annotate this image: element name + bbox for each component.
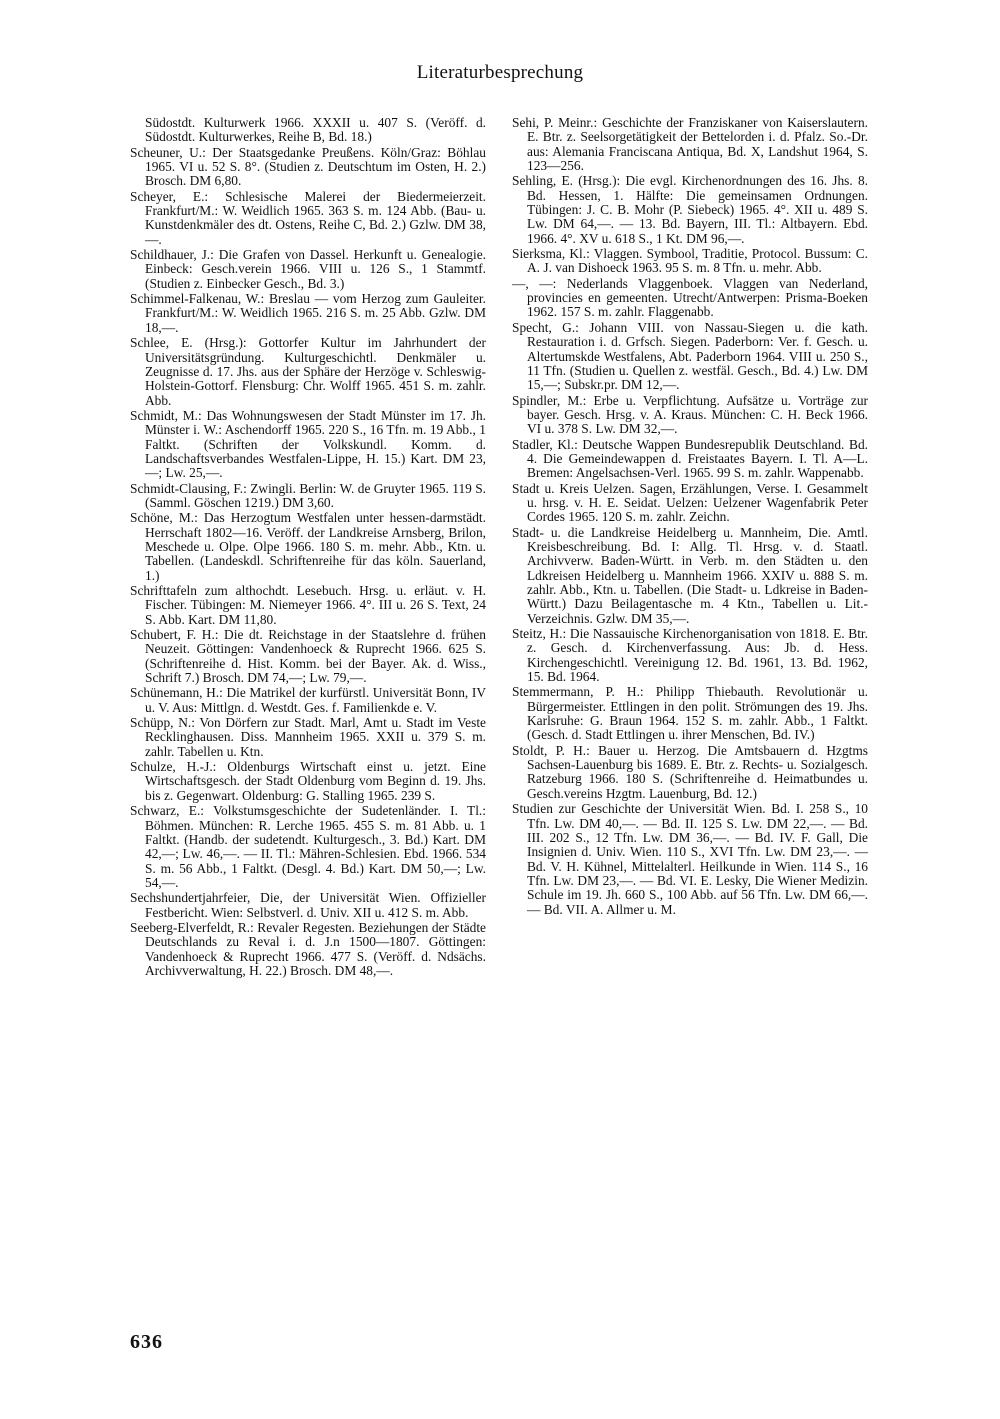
bibliography-entry: Stadler, Kl.: Deutsche Wappen Bundesrepublik Deutschland. Bd. 4. Die Gemeindewappen d. Freistaates Bayern. I. Tl. A—L. Bremen: Angelsachsen-Verl. 1965. 99 S. m. zahlr. Wappenabb.	[512, 436, 868, 481]
bibliography-entry: Stoldt, P. H.: Bauer u. Herzog. Die Amtsbauern d. Hzgtms Sachsen-Lauenburg bis 1689. E. Btr. z. Rechts- u. Sozialgesch. Ratzeburg 1966. 180 S. (Schriftenreihe d. Heimatbundes u. Gesch.vereins Hzgtm. Lauenburg, Bd. 12.)	[512, 742, 868, 801]
bibliography-entry: Schwarz, E.: Volkstumsgeschichte der Sudetenländer. I. Tl.: Böhmen. München: R. Lerche 1965. 455 S. m. 81 Abb. u. 1 Faltkt. (Handb. der sudetendt. Kulturgesch., 3. Bd.) Kart. DM 42,—; Lw. 46,—. — II. Tl.: Mähren-Schlesien. Ebd. 1966. 534 S. m. 56 Abb., 1 Faltkt. (Desgl. 4. Bd.) Kart. DM 50,—; Lw. 54,—.	[130, 803, 486, 890]
bibliography-entry: Stadt u. Kreis Uelzen. Sagen, Erzählungen, Verse. I. Gesammelt u. hrsg. v. H. E. Seidat. Uelzen: Uelzener Wagenfabrik Peter Cordes 1965. 120 S. m. zahlr. Zeichn.	[512, 480, 868, 525]
left-column	[130, 116, 486, 979]
bibliography-entry: Seeberg-Elverfeldt, R.: Revaler Regesten. Beziehungen der Städte Deutschlands zu Reval i. d. J.n 1500—1807. Göttingen: Vandenhoeck & Ruprecht 1966. 477 S. (Veröff. d. Ndsächs. Archivverwaltung, H. 22.) Brosch. DM 48,—.	[130, 919, 486, 978]
bibliography-entry: Schüpp, N.: Von Dörfern zur Stadt. Marl, Amt u. Stadt im Veste Recklinghausen. Diss. Mannheim 1965. XXII u. 379 S. m. zahlr. Tabellen u. Ktn.	[130, 715, 486, 759]
bibliography-entry: Studien zur Geschichte der Universität Wien. Bd. I. 258 S., 10 Tfn. Lw. DM 40,—. — Bd. II. 125 S. Lw. DM 22,—. — Bd. III. 202 S., 12 Tfn. Lw. DM 36,—. — Bd. IV. F. Gall, Die Insignien d. Univ. Wien. 110 S., XVI Tfn. Lw. DM 23,—. — Bd. V. H. Kühnel, Mittelalterl. Heilkunde in Wien. 114 S., 16 Tfn. Lw. DM 23,—. — Bd. VI. E. Lesky, Die Wiener Medizin. Schule im 19. Jh. 660 S., 100 Abb. auf 56 Tfn. Lw. DM 66,—. — Bd. VII. A. Allmer u. M.	[512, 801, 868, 917]
bibliography-entry: Schimmel-Falkenau, W.: Breslau — vom Herzog zum Gauleiter. Frankfurt/M.: W. Weidlich 1965. 216 S. m. 25 Abb. Gzlw. DM 18,—.	[130, 291, 486, 335]
bibliography-entry: Schmidt-Clausing, F.: Zwingli. Berlin: W. de Gruyter 1965. 119 S. (Samml. Göschen 1219.) DM 3,60.	[130, 480, 486, 510]
bibliography-entry: Stemmermann, P. H.: Philipp Thiebauth. Revolutionär u. Bürgermeister. Ettlingen in den polit. Strömungen des 19. Jhs. Karlsruhe: G. Braun 1964. 152 S. m. zahlr. Abb., 1 Faltkt. (Gesch. d. Stadt Ettlingen u. ihrer Menschen, Bd. IV.)	[512, 684, 868, 743]
bibliography-entry: Scheuner, U.: Der Staatsgedanke Preußens. Köln/Graz: Böhlau 1965. VI u. 52 S. 8°. (Studien z. Deutschtum im Osten, H. 2.) Brosch. DM 6,80.	[130, 144, 486, 189]
bibliography-entry: Stadt- u. die Landkreise Heidelberg u. Mannheim, Die. Amtl. Kreisbeschreibung. Bd. I: Allg. Tl. Hrsg. v. d. Staatl. Archivverw. Baden-Württ. in Verb. m. den Städten u. den Ldkreisen Heidelberg u. Mannheim 1966. XXIV u. 888 S. m. zahlr. Abb., Ktn. u. Tabellen. (Die Stadt- u. Ldkreise in Baden-Württ.) Dazu Beilagentasche m. 4 Ktn., Tabellen u. Lit.-Verzeichnis. Gzlw. DM 35,—.	[512, 524, 868, 626]
page-number: 636	[130, 1331, 163, 1353]
bibliography-entry: Specht, G.: Johann VIII. von Nassau-Siegen u. die kath. Restauration i. d. Grfsch. Siegen. Paderborn: Ver. f. Gesch. u. Altertumskde Westfalens, Abt. Paderborn 1964. VIII u. 250 S., 11 Tfn. (Studien u. Quellen z. westfäl. Gesch., Bd. 4.) Lw. DM 15,—; Subskr.pr. DM 12,—.	[512, 319, 868, 393]
bibliography-entry: Spindler, M.: Erbe u. Verpflichtung. Aufsätze u. Vorträge zur bayer. Gesch. Hrsg. v. A. Kraus. München: C. H. Beck 1966. VI u. 378 S. Lw. DM 32,—.	[512, 392, 868, 437]
bibliography-entry: Schildhauer, J.: Die Grafen von Dassel. Herkunft u. Genealogie. Einbeck: Gesch.verein 1966. VIII u. 126 S., 1 Stammtf. (Studien z. Einbecker Gesch., Bd. 3.)	[130, 247, 486, 291]
bibliography-entry: —, —: Nederlands Vlaggenboek. Vlaggen van Nederland, provincies en gemeenten. Utrecht/Antwerpen: Prisma-Boeken 1962. 157 S. m. zahlr. Flaggenabb.	[512, 275, 868, 320]
bibliography-entry: Steitz, H.: Die Nassauische Kirchenorganisation von 1818. E. Btr. z. Gesch. d. Kirchenverfassung. Aus: Jb. d. Hess. Kirchengeschichtl. Vereinigung 12. Bd. 1961, 13. Bd. 1962, 15. Bd. 1964.	[512, 626, 868, 685]
bibliography-entry: Schubert, F. H.: Die dt. Reichstage in der Staatslehre d. frühen Neuzeit. Göttingen: Vandenhoeck & Ruprecht 1966. 625 S. (Schriftenreihe d. Hist. Komm. bei der Bayer. Ak. d. Wiss., Schrift 7.) Brosch. DM 74,—; Lw. 79,—.	[130, 627, 486, 686]
bibliography-entry: Sierksma, Kl.: Vlaggen. Symbool, Traditie, Protocol. Bussum: C. A. J. van Dishoeck 1963. 95 S. m. 8 Tfn. u. mehr. Abb.	[512, 246, 868, 276]
bibliography-entry: Schmidt, M.: Das Wohnungswesen der Stadt Münster im 17. Jh. Münster i. W.: Aschendorff 1965. 220 S., 16 Tfn. m. 19 Abb., 1 Faltkt. (Schriften der Volkskundl. Komm. d. Landschaftsverbandes Westfalen-Lippe, H. 15.) Kart. DM 23,—; Lw. 25,—.	[130, 407, 486, 481]
bibliography-entry: Sehi, P. Meinr.: Geschichte der Franziskaner von Kaiserslautern. E. Btr. z. Seelsorgetätigkeit der Bettelorden i. d. Pfalz. So.-Dr. aus: Alemania Franciscana Antiqua, Bd. X, Landshut 1964, S. 123—256.	[512, 115, 868, 174]
bibliography-entry: Sechshundertjahrfeier, Die, der Universität Wien. Offizieller Festbericht. Wien: Selbstverl. d. Univ. XII u. 412 S. m. Abb.	[130, 890, 486, 920]
bibliography-entry: Südostdt. Kulturwerk 1966. XXXII u. 407 S. (Veröff. d. Südostdt. Kulturwerkes, Reihe B, Bd. 18.)	[145, 115, 486, 145]
right-column	[512, 116, 868, 918]
bibliography-entry: Scheyer, E.: Schlesische Malerei der Biedermeierzeit. Frankfurt/M.: W. Weidlich 1965. 363 S. m. 124 Abb. (Bau- u. Kunstdenkmäler des dt. Ostens, Reihe C, Bd. 2.) Gzlw. DM 38,—.	[130, 188, 486, 247]
bibliography-entry: Schulze, H.-J.: Oldenburgs Wirtschaft einst u. jetzt. Eine Wirtschaftsgesch. der Stadt Oldenburg vom Beginn d. 19. Jhs. bis z. Gegenwart. Oldenburg: G. Stalling 1965. 239 S.	[130, 759, 486, 803]
bibliography-entry: Schrifttafeln zum althochdt. Lesebuch. Hrsg. u. erläut. v. H. Fischer. Tübingen: M. Niemeyer 1966. 4°. III u. 26 S. Text, 24 S. Abb. Kart. DM 11,80.	[130, 583, 486, 627]
running-header: Literaturbesprechung	[416, 62, 584, 83]
bibliography-entry: Sehling, E. (Hrsg.): Die evgl. Kirchenordnungen des 16. Jhs. 8. Bd. Hessen, 1. Hälfte: Die gemeinsamen Ordnungen. Tübingen: J. C. B. Mohr (P. Siebeck) 1965. 4°. XII u. 489 S. Lw. DM 64,—. — 13. Bd. Bayern, III. Tl.: Altbayern. Ebd. 1966. 4°. XV u. 618 S., 1 Kt. DM 96,—.	[512, 173, 868, 246]
bibliography-entry: Schöne, M.: Das Herzogtum Westfalen unter hessen-darmstädt. Herrschaft 1802—16. Veröff. der Landkreise Arnsberg, Brilon, Meschede u. Olpe. Olpe 1966. 180 S. m. mehr. Abb., Ktn. u. Tabellen. (Landeskdl. Schriftenreihe für das köln. Sauerland, 1.)	[130, 510, 486, 583]
bibliography-entry: Schlee, E. (Hrsg.): Gottorfer Kultur im Jahrhundert der Universitätsgründung. Kulturgeschichtl. Denkmäler u. Zeugnisse d. 17. Jhs. aus der Sphäre der Herzöge v. Schleswig-Holstein-Gottorf. Flensburg: Chr. Wolff 1965. 451 S. m. zahlr. Abb.	[130, 335, 486, 408]
bibliography-entry: Schünemann, H.: Die Matrikel der kurfürstl. Universität Bonn, IV u. V. Aus: Mittlgn. d. Westdt. Ges. f. Familienkde e. V.	[130, 685, 486, 715]
